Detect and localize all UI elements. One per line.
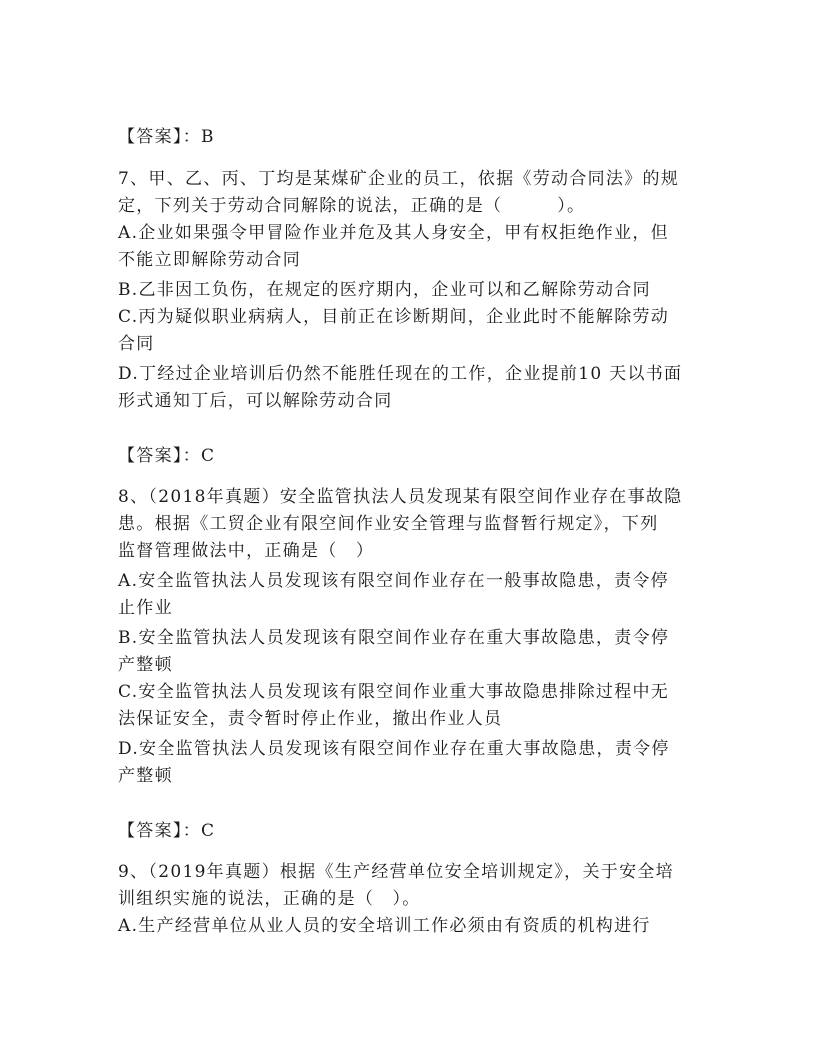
answer-line-q6: 【答案】：B [118,127,215,147]
question-9-stem-line-2: 训组织实施的说法，正确的是（ ）。 [118,889,421,909]
question-8-option-b-line-1: B.安全监管执法人员发现该有限空间作业存在重大事故隐患，责令停 [118,628,670,648]
question-9-option-a-line-1: A.生产经营单位从业人员的安全培训工作必须由有资质的机构进行 [118,916,651,936]
question-7-option-a-line-2: 不能立即解除劳动合同 [118,250,301,270]
question-7-option-d-line-2: 形式通知丁后，可以解除劳动合同 [118,391,393,411]
question-8-option-c-line-1: C.安全监管执法人员发现该有限空间作业重大事故隐患排除过程中无 [118,682,670,702]
question-8-stem-line-1: 8、（2018年真题）安全监管执法人员发现某有限空间作业存在事故隐 [118,487,683,507]
question-8-option-a-line-2: 止作业 [118,598,173,618]
question-7-option-b: B.乙非因工负伤，在规定的医疗期内，企业可以和乙解除劳动合同 [118,280,651,300]
question-7-stem-line-1: 7、甲、乙、丙、丁均是某煤矿企业的员工，依据《劳动合同法》的规 [118,169,680,189]
question-8-option-d-line-1: D.安全监管执法人员发现该有限空间作业存在重大事故隐患，责令停 [118,739,670,759]
question-8-stem-line-3: 监督管理做法中，正确是（ ） [118,541,375,561]
question-8-option-d-line-2: 产整顿 [118,766,173,786]
question-7-option-c-line-2: 合同 [118,334,155,354]
answer-line-q7: 【答案】：C [118,446,216,466]
question-8-option-c-line-2: 法保证安全，责令暂时停止作业，撤出作业人员 [118,709,503,729]
question-7-stem-line-2: 定，下列关于劳动合同解除的说法，正确的是（ ）。 [118,196,586,216]
question-8-option-a-line-1: A.安全监管执法人员发现该有限空间作业存在一般事故隐患，责令停 [118,571,669,591]
question-8-option-b-line-2: 产整顿 [118,655,173,675]
question-7-option-a-line-1: A.企业如果强令甲冒险作业并危及其人身安全，甲有权拒绝作业，但 [118,223,669,243]
question-7-option-c-line-1: C.丙为疑似职业病病人，目前正在诊断期间，企业此时不能解除劳动 [118,307,670,327]
question-7-option-d-line-1: D.丁经过企业培训后仍然不能胜任现在的工作，企业提前10 天以书面 [118,364,683,384]
question-9-stem-line-1: 9、（2019年真题）根据《生产经营单位安全培训规定》，关于安全培 [118,862,674,882]
answer-line-q8: 【答案】：C [118,821,216,841]
question-8-stem-line-2: 患。根据《工贸企业有限空间作业安全管理与监督暂行规定》，下列 [118,514,659,534]
